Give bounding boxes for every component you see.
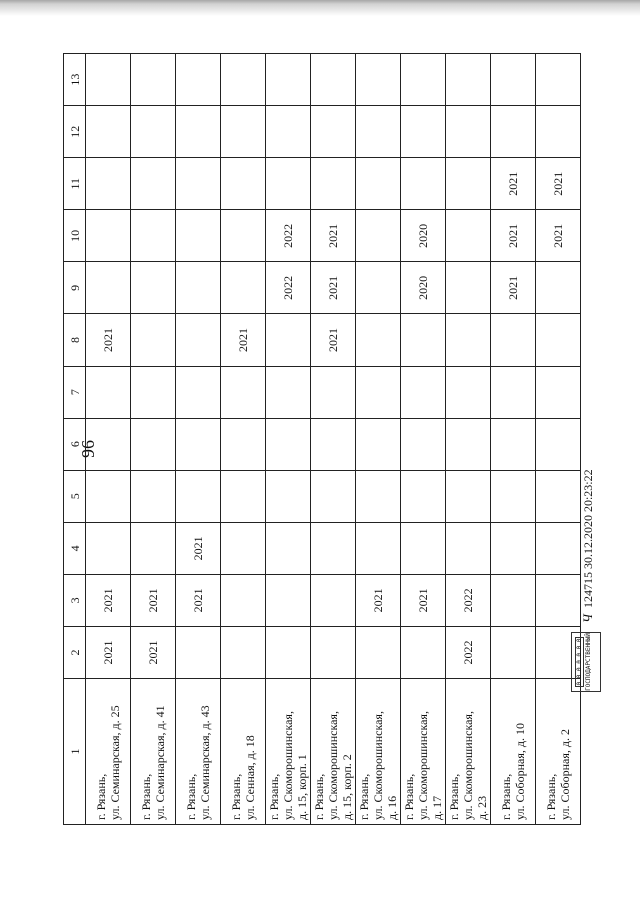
year-cell [266,522,311,574]
year-cell [176,470,221,522]
column-header-6: 6 [64,418,86,470]
column-header-13: 13 [64,54,86,106]
address-line: г. Рязань, [267,773,281,820]
address-line: г. Рязань, [357,773,371,820]
table-row [356,54,401,825]
schedule-table [63,53,581,825]
address-line: ул. Семинарская, д. 43 [198,705,212,820]
address-line: г. Рязань, [184,773,198,820]
year-cell [221,574,266,626]
year-cell [221,418,266,470]
year-cell: 2020 [401,262,446,314]
year-cell [491,418,536,470]
year-cell [221,106,266,158]
table-row [131,54,176,825]
column-header-2: 2 [64,626,86,678]
year-cell [176,210,221,262]
table-row [86,54,131,825]
year-cell [356,418,401,470]
year-cell: 2021 [536,210,581,262]
year-cell: 2021 [491,210,536,262]
column-header-5: 5 [64,470,86,522]
year-cell [311,574,356,626]
column-header-3: 3 [64,574,86,626]
year-cell [176,106,221,158]
address-cell [176,679,221,825]
stamp-barcode: 0 0 0 0 0 0 0 [576,638,583,686]
year-cell [491,522,536,574]
year-cell [311,470,356,522]
year-cell [311,366,356,418]
year-cell [401,522,446,574]
year-cell [86,210,131,262]
year-cell: 2021 [176,574,221,626]
year-cell [131,522,176,574]
address-cell [356,679,401,825]
year-cell [311,626,356,678]
address-line: ул. Скоморошинская, [326,711,340,820]
year-cell [491,106,536,158]
footer-code-text: 124715 30.12.2020 20:23:22 [581,469,595,609]
table-row [401,54,446,825]
address-line: г. Рязань, [402,773,416,820]
year-cell [356,470,401,522]
year-cell [311,158,356,210]
address-line: ул. Соборная, д. 10 [513,723,527,820]
year-cell [446,418,491,470]
year-cell [131,366,176,418]
year-cell: 2021 [491,262,536,314]
year-cell [536,54,581,106]
year-cell: 2021 [491,158,536,210]
year-cell [221,366,266,418]
year-cell: 2022 [446,574,491,626]
year-cell [536,574,581,626]
year-cell [491,366,536,418]
address-line: г. Рязань, [544,773,558,820]
year-cell [86,158,131,210]
year-cell [131,314,176,366]
year-cell [401,418,446,470]
year-cell [446,314,491,366]
year-cell [176,54,221,106]
address-line: д. 17 [430,795,444,820]
year-cell [311,54,356,106]
year-cell: 2021 [86,574,131,626]
footer-symbol: Ч [580,614,595,623]
year-cell [356,54,401,106]
year-cell: 2021 [221,314,266,366]
address-cell [266,679,311,825]
table-row [446,54,491,825]
year-cell [176,626,221,678]
year-cell [356,314,401,366]
year-cell [266,106,311,158]
year-cell [536,522,581,574]
year-cell [491,54,536,106]
year-cell [86,470,131,522]
table-body [86,54,581,825]
table-row [221,54,266,825]
year-cell: 2021 [536,158,581,210]
address-line: ул. Семинарская, д. 25 [108,705,122,820]
year-cell: 2021 [86,314,131,366]
year-cell [446,210,491,262]
year-cell [401,106,446,158]
year-cell [356,522,401,574]
year-cell [86,54,131,106]
year-cell: 2022 [266,262,311,314]
year-cell [131,106,176,158]
column-header-9: 9 [64,262,86,314]
address-line: д. 15, корп. 2 [340,754,354,820]
year-cell: 2021 [176,522,221,574]
address-line: г. Рязань, [499,773,513,820]
year-cell [86,522,131,574]
year-cell [266,366,311,418]
year-cell [311,106,356,158]
table-row [311,54,356,825]
year-cell [356,626,401,678]
year-cell [446,158,491,210]
page-number: 96 [78,440,98,458]
year-cell [446,106,491,158]
year-cell [446,262,491,314]
address-line: ул. Скоморошинская, [461,711,475,820]
column-header-12: 12 [64,106,86,158]
year-cell [446,522,491,574]
address-line: д. 16 [385,795,399,820]
year-cell [266,574,311,626]
address-line: ул. Скоморошинская, [281,711,295,820]
address-line: г. Рязань, [139,773,153,820]
year-cell [446,54,491,106]
address-line: ул. Сенная, д. 18 [243,735,257,820]
year-cell [401,54,446,106]
address-line: ул. Соборная, д. 2 [558,729,572,820]
year-cell [176,314,221,366]
address-cell [86,679,131,825]
year-cell [491,574,536,626]
table-row [491,54,536,825]
address-line: г. Рязань, [447,773,461,820]
year-cell [536,470,581,522]
year-cell [311,522,356,574]
stamp-label: ГОСПОДАРСТВЕННЫЙ [585,633,592,691]
year-cell [221,158,266,210]
table-row [266,54,311,825]
year-cell [536,262,581,314]
year-cell [266,418,311,470]
year-cell [266,626,311,678]
year-cell [356,158,401,210]
year-cell: 2021 [131,626,176,678]
year-cell [131,158,176,210]
address-cell [311,679,356,825]
year-cell [176,366,221,418]
document-stamp [571,632,601,692]
year-cell: 2022 [446,626,491,678]
year-cell [401,626,446,678]
address-cell [536,679,581,825]
year-cell [266,54,311,106]
address-line: г. Рязань, [312,773,326,820]
address-line: г. Рязань, [229,773,243,820]
year-cell [311,418,356,470]
column-header-4: 4 [64,522,86,574]
address-cell [131,679,176,825]
year-cell: 2021 [131,574,176,626]
year-cell [536,366,581,418]
address-line: ул. Семинарская, д. 41 [153,705,167,820]
year-cell [491,470,536,522]
year-cell [446,366,491,418]
address-cell [491,679,536,825]
document-footer [580,469,596,623]
year-cell [356,366,401,418]
year-cell [266,470,311,522]
year-cell [221,470,266,522]
year-cell [536,418,581,470]
year-cell: 2021 [311,262,356,314]
address-cell [446,679,491,825]
address-line: д. 15, корп. 1 [295,754,309,820]
year-cell [356,106,401,158]
year-cell: 2021 [311,210,356,262]
address-cell [221,679,266,825]
year-cell [401,366,446,418]
column-header-1: 1 [64,679,86,825]
year-cell: 2021 [311,314,356,366]
column-header-7: 7 [64,366,86,418]
column-header-8: 8 [64,314,86,366]
year-cell [401,470,446,522]
year-cell [401,314,446,366]
year-cell [221,54,266,106]
year-cell [491,314,536,366]
column-header-10: 10 [64,210,86,262]
year-cell: 2021 [401,574,446,626]
year-cell: 2021 [86,626,131,678]
year-cell [221,262,266,314]
year-cell [536,314,581,366]
address-cell [401,679,446,825]
year-cell [266,314,311,366]
year-cell [131,470,176,522]
year-cell [86,262,131,314]
year-cell [131,54,176,106]
table-row [536,54,581,825]
year-cell [221,210,266,262]
year-cell [131,418,176,470]
year-cell [401,158,446,210]
address-line: г. Рязань, [94,773,108,820]
year-cell [221,626,266,678]
address-line: ул. Скоморошинская, [371,711,385,820]
year-cell [86,106,131,158]
year-cell [266,158,311,210]
year-cell: 2022 [266,210,311,262]
year-cell [131,210,176,262]
year-cell: 2020 [401,210,446,262]
year-cell [86,418,131,470]
year-cell: 2021 [356,574,401,626]
column-header-11: 11 [64,158,86,210]
year-cell [86,366,131,418]
table-row [176,54,221,825]
year-cell [131,262,176,314]
year-cell [536,106,581,158]
year-cell [356,210,401,262]
address-line: д. 23 [475,795,489,820]
table-header-row [64,54,86,825]
year-cell [176,158,221,210]
year-cell [221,522,266,574]
year-cell [176,418,221,470]
year-cell [356,262,401,314]
year-cell [176,262,221,314]
year-cell [491,626,536,678]
address-line: ул. Скоморошинская, [416,711,430,820]
year-cell [446,470,491,522]
